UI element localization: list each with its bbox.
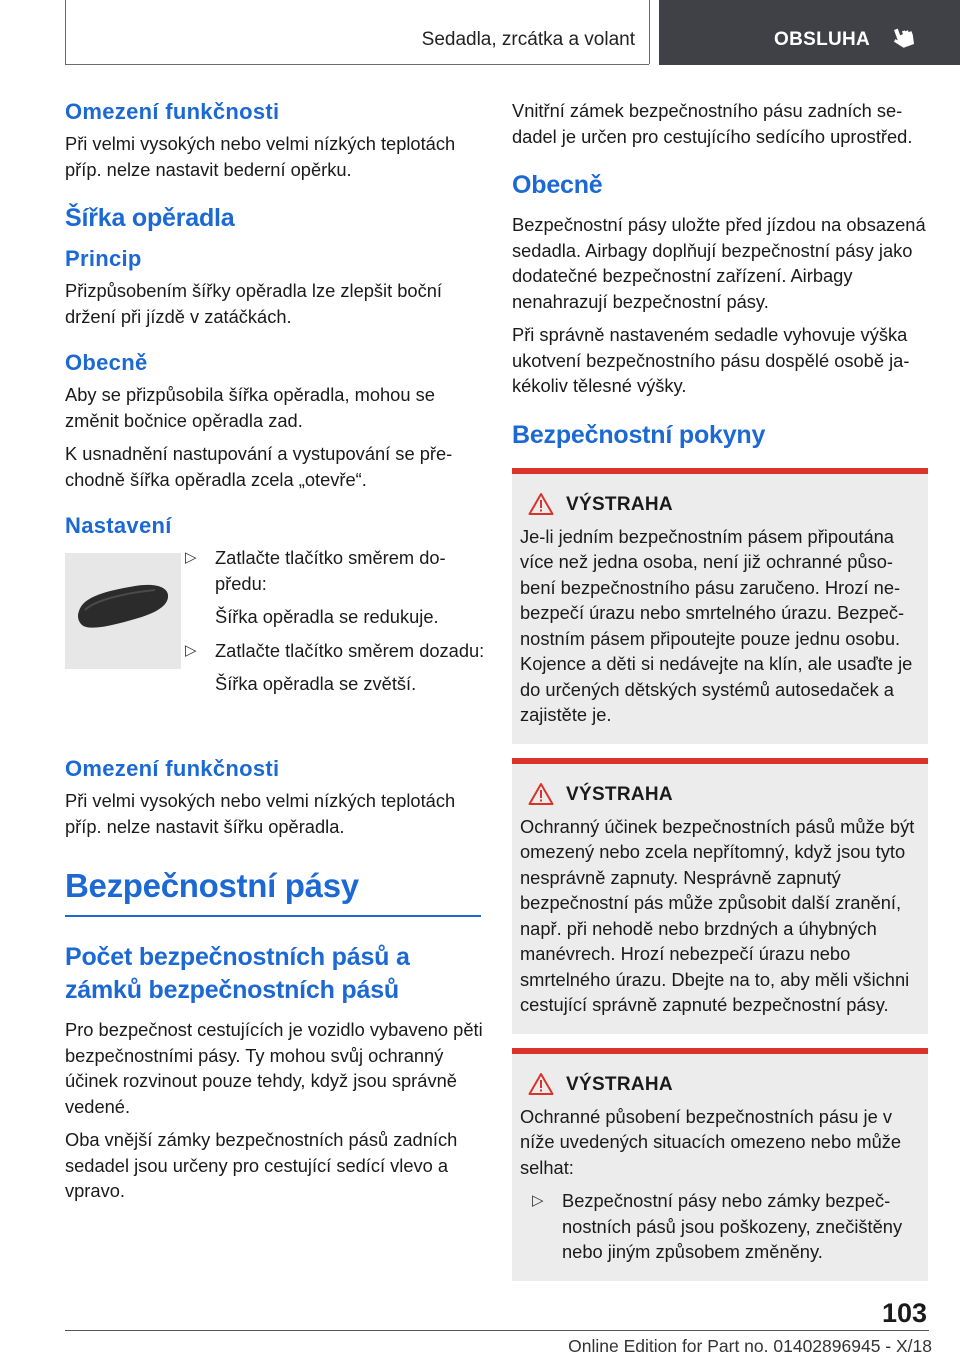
general-text-2: K usnadnění nastupování a vystupování se přechodně šířka opěradla zcela „otevře“.: [65, 443, 453, 490]
backrest-width-heading: Šířka opěradla: [65, 204, 235, 232]
safety-notes-heading: Bezpečnostní pokyny: [512, 420, 766, 449]
edition-text: Online Edition for Part no. 01402896945 - X/18: [568, 1336, 932, 1356]
principle-heading: Princip: [65, 246, 142, 271]
backrest-width-button-image: [65, 553, 181, 669]
pointing-hand-icon: [892, 24, 916, 50]
warning-box: [512, 1048, 928, 1281]
header-left-border: [65, 0, 66, 64]
triangle-bullet-icon: ▷: [532, 1192, 544, 1209]
backrest-width-button-icon: [65, 553, 181, 669]
right-column: [512, 98, 928, 1295]
header-rule: [65, 64, 649, 65]
header-divider: [649, 0, 650, 64]
warning-triangle-icon: [528, 782, 554, 806]
adjustment-block: [65, 545, 483, 755]
belt-count-text-1: Pro bezpečnost cestujících je vozidlo vybaveno pěti bezpečnostními pásy. Ty mohou svůj ochranný účinek rozvinout pouze tehdy, když jsou správně vedené.: [65, 1019, 483, 1117]
warning-header: [520, 782, 920, 812]
list-item: ▷ Zatlačte tlačítko směrem dozadu:: [185, 638, 485, 664]
general-heading-right: Obecně: [512, 171, 603, 199]
limitation-heading-lumbar: Omezení funkčnosti: [65, 99, 280, 124]
adjustment-list: [185, 545, 485, 705]
adjustment-heading: Nastavení: [65, 513, 172, 538]
triangle-bullet-icon: ▷: [185, 641, 197, 659]
warning-label: VÝSTRAHA: [566, 1073, 673, 1095]
list-item-result: Šířka opěradla se zvětší.: [215, 673, 417, 694]
warning-text: Ochranné působení bezpečnostních pásu je v níže uvedených situacích omezeno nebo může selhat:: [520, 1105, 902, 1178]
general-text-1: Aby se přizpůsobila šířka opěradla, mohou se změnit bočnice opěradla zad.: [65, 384, 435, 431]
warning-text: Ochranný účinek bezpečnostních pásů může být omezený nebo zcela nepřítomný, když jsou tyto nesprávně zapnuty. Nesprávně zapnutý bezpečnostní pás může způsobit další zranění, např. při nehodě nebo brzdných a úhybných manévrech. Hrozí nebezpečí úrazu nebo smrtelného úrazu. Dbejte na to, aby měli všichni cestující správně zapnuté bezpečnostní pásy.: [520, 815, 915, 1015]
center-buckle-text: Vnitřní zámek bezpečnostního pásu zadních sedadel je určen pro cestujícího sedícího uprostřed.: [512, 100, 913, 147]
warning-label: VÝSTRAHA: [566, 783, 673, 805]
general-belts-text-2: Při správně nastaveném sedadle vyhovuje výška ukotvení bezpečnostního pásu dospělé osobě jakékoliv tělesné výšky.: [512, 324, 910, 396]
warning-label: VÝSTRAHA: [566, 493, 673, 515]
list-item: ▷ Zatlačte tlačítko směrem dopředu:: [185, 547, 446, 594]
warning-triangle-icon: [528, 492, 554, 516]
warning-box: [512, 468, 928, 744]
warning-triangle-icon: [528, 1072, 554, 1096]
warning-box: [512, 758, 928, 1034]
section-rule: [65, 915, 481, 917]
warning-text: Je-li jedním bezpečnostním pásem připoutána více než jedna osoba, není již ochranné působení bezpečnostního pásu zaručeno. Hrozí nebezpečí úrazu nebo smrtelného úrazu. Bezpečnostním pásem připoutejte pouze jednu osobu. Kojence a děti si nedávejte na klín, ale usaďte je do určených dětských systémů autosedaček a zajistěte je.: [520, 525, 913, 725]
belt-count-text-2: Oba vnější zámky bezpečnostních pásů zadních sedadel jsou určeny pro cestující sedící vlevo a vpravo.: [65, 1129, 458, 1201]
section-tab-label: OBSLUHA: [774, 29, 871, 50]
page-number: 103: [881, 1298, 927, 1328]
footer-rule: [65, 1330, 929, 1331]
warning-header: [520, 1072, 920, 1102]
seat-belts-heading: Bezpečnostní pásy: [65, 867, 359, 904]
breadcrumb: Sedadla, zrcátka a volant: [421, 29, 635, 50]
left-column: [65, 98, 483, 1212]
limitation-heading-width: Omezení funkčnosti: [65, 756, 280, 781]
triangle-bullet-icon: ▷: [185, 549, 197, 566]
list-item-result: Šířka opěradla se redukuje.: [215, 606, 439, 627]
belt-count-heading: Počet bezpečnostních pásů a zámků bezpečnostních pásů: [65, 943, 410, 1004]
general-belts-text-1: Bezpečnostní pásy uložte před jízdou na obsazená sedadla. Airbagy doplňují bezpečnostní pásy jako dodatečné bezpečnostní zařízení. Airbagy nenahrazují bezpečnostní pásy.: [512, 214, 926, 312]
list-item: ▷ Bezpečnostní pásy nebo zámky bezpečnostních pásů jsou poškozeny, znečištěny nebo jiným způsobem změněny.: [532, 1190, 903, 1262]
warning-header: [520, 492, 920, 522]
limitation-text-width: Při velmi vysokých nebo velmi nízkých teplotách příp. nelze nastavit šířku opěradla.: [65, 790, 456, 837]
section-tab: [659, 0, 960, 65]
general-heading-left: Obecně: [65, 350, 148, 375]
limitation-text-lumbar: Při velmi vysokých nebo velmi nízkých teplotách příp. nelze nastavit bederní opěrku.: [65, 133, 456, 180]
principle-text: Přizpůsobením šířky opěradla lze zlepšit boční držení při jízdě v zatáčkách.: [65, 280, 442, 327]
